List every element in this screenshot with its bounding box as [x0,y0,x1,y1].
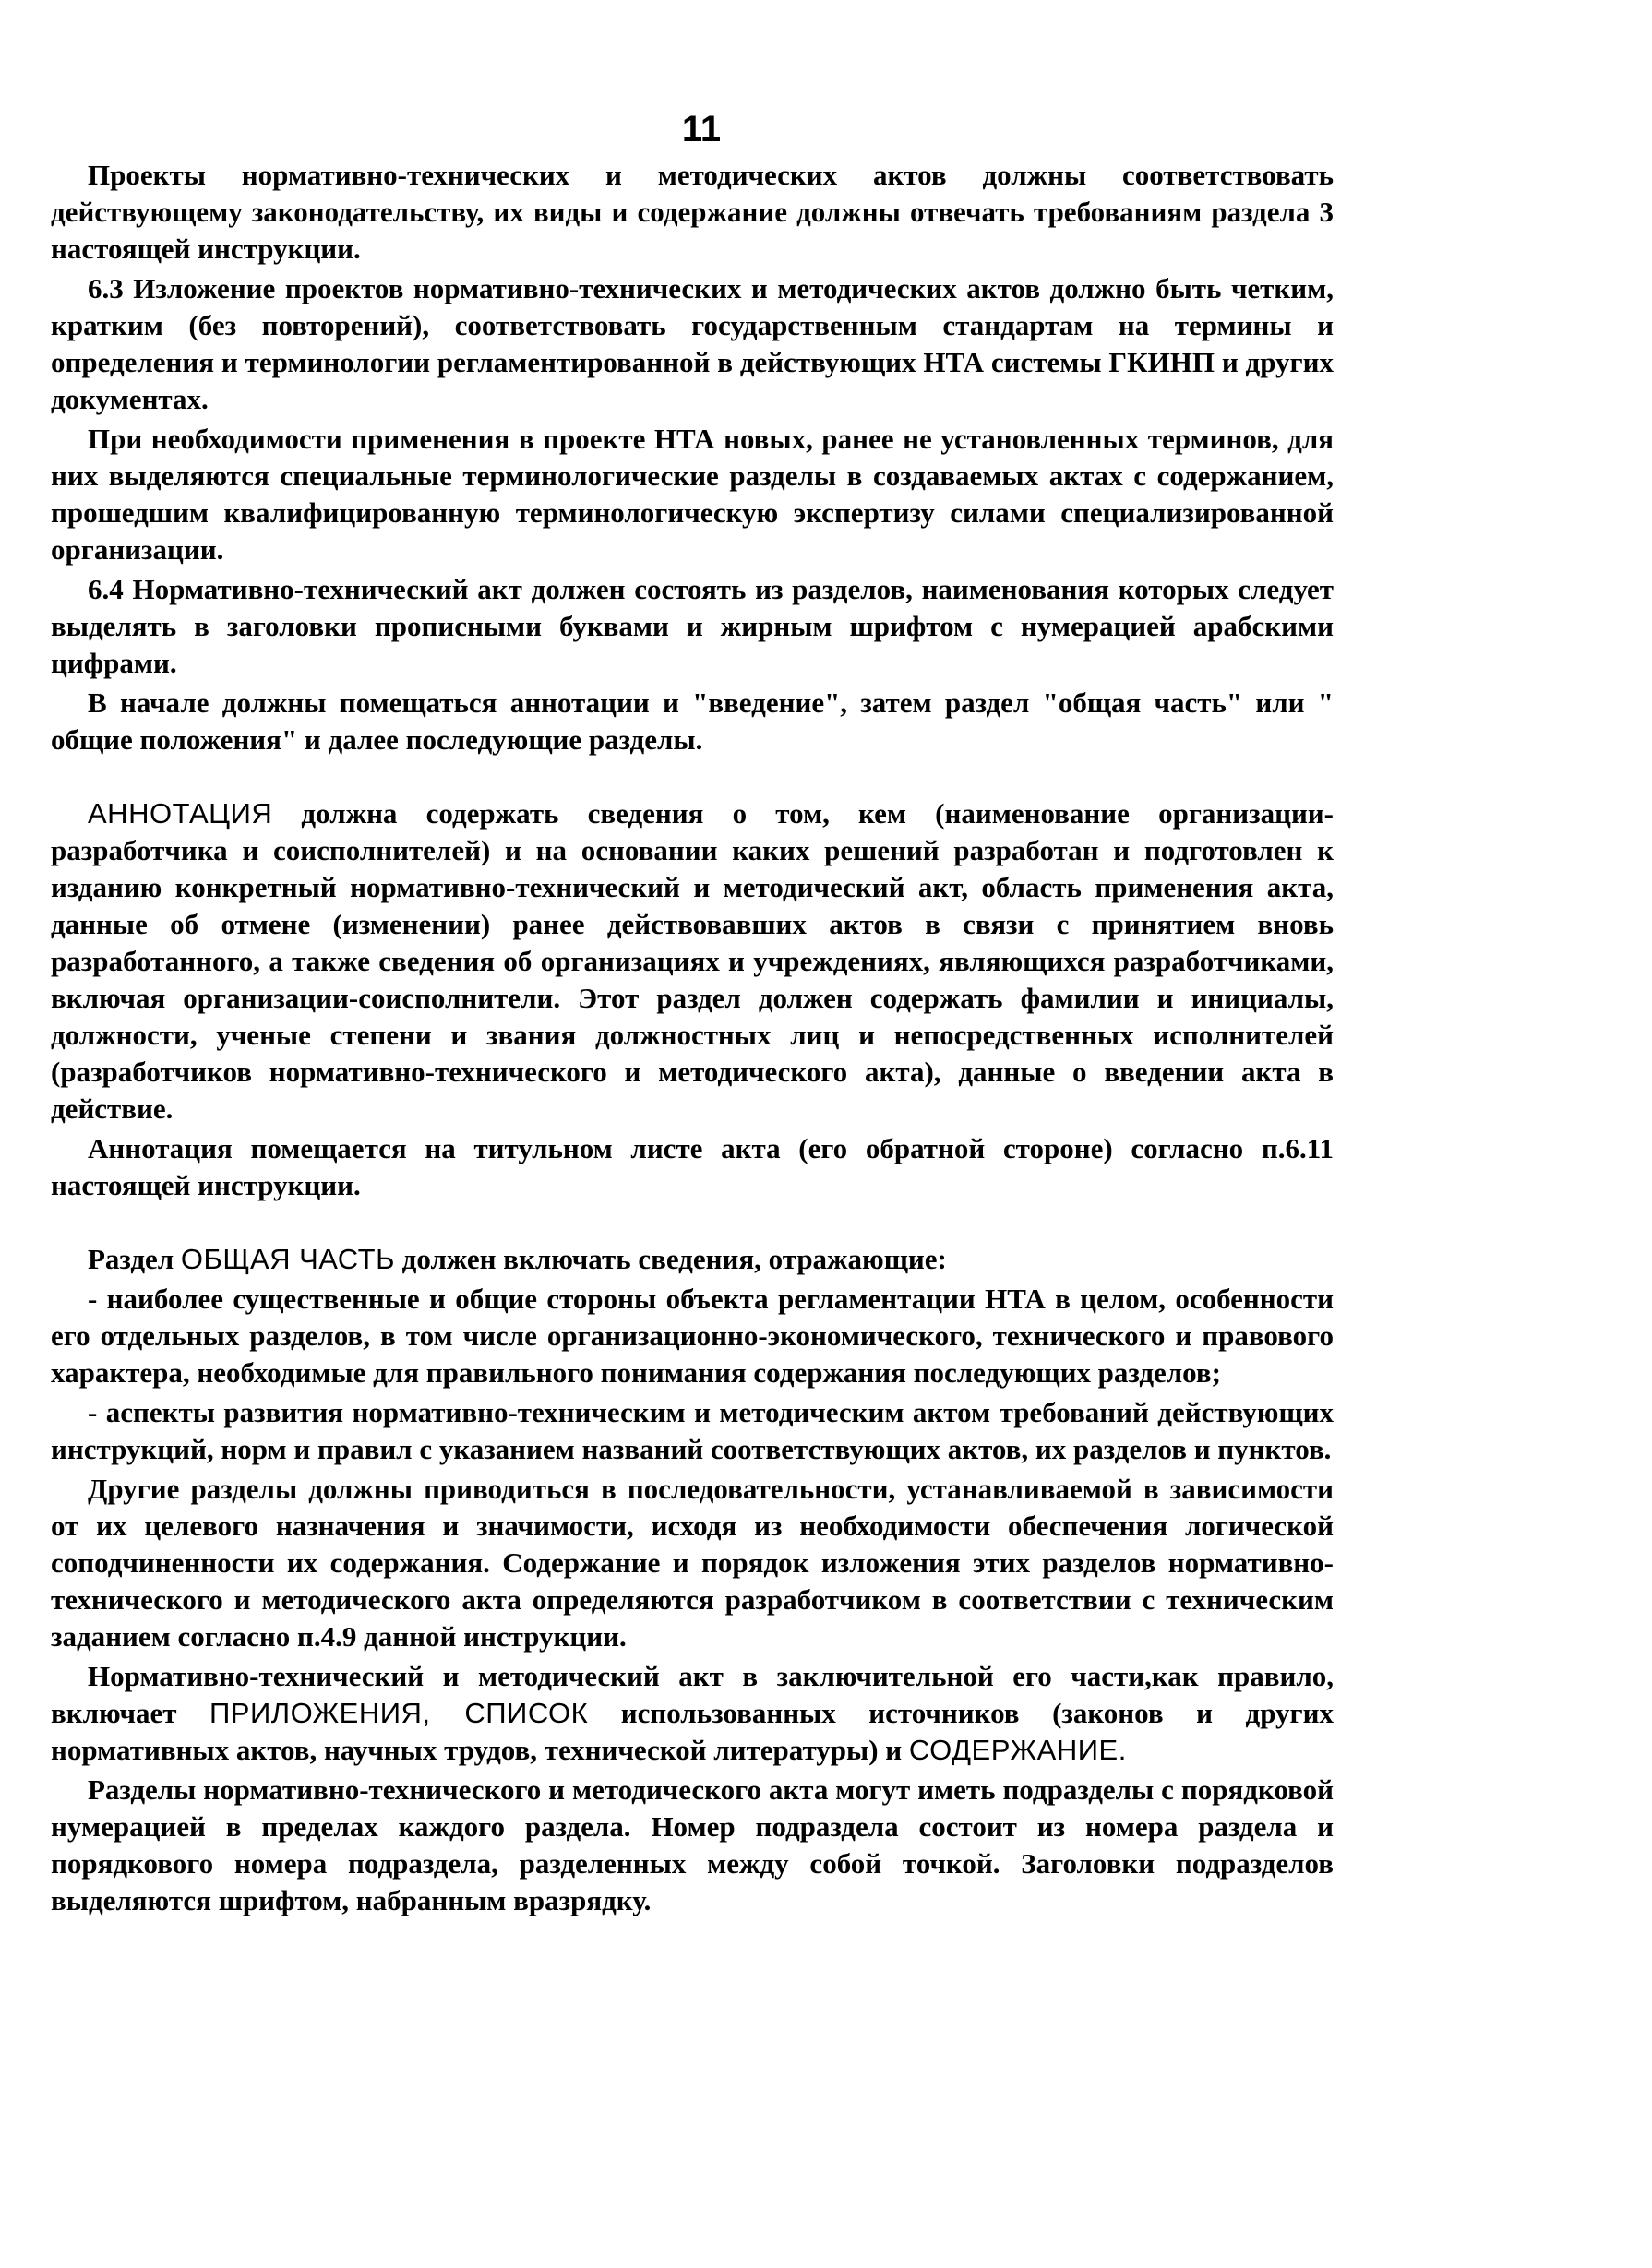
annotation-text: должна содержать сведения о том, кем (наименование организации-разработчика и соисполнителей) и на основании каких решений разработан и подготовлен к изданию конкретный нормативно-технический и методический акт, область применения акта, данные об отмене (изменении) ранее действовавших актов в связи с принятием вновь разработанного, а также сведения об организациях и учреждениях, являющихся разработчиками, включая организации-соисполнители. Этот раздел должен содержать фамилии и инициалы, должности, ученые степени и звания должностных лиц и непосредственных исполнителей (разработчиков нормативно-технического и методического акта), данные о введении акта в действие. [51,797,1334,1125]
paragraph-other-sections: Другие разделы должны приводиться в последовательности, устанавливаемой в зависимости от их целевого назначения и значимости, исходя из необходимости обеспечения логической соподчиненности их содержания. Содержание и порядок изложения этих разделов нормативно-технического и методического акта определяются разработчиком в соответствии с техническим заданием согласно п.4.9 данной инструкции. [51,1473,1334,1653]
page-number: 11 [681,109,722,149]
list-item-general-1: - наиболее существенные и общие стороны объекта регламентации НТА в целом, особенности его отдельных разделов, в том числе организационно-экономического, технического и правового характера, необходимые для правильного понимания содержания последующих разделов; [51,1283,1334,1389]
list-item-general-2: - аспекты развития нормативно-техническим и методическим актом требований действующих инструкций, норм и правил с указанием названий соответствующих актов, их разделов и пунктов. [51,1396,1334,1465]
paragraph-final-part [51,1658,1334,1769]
final-text-a: Нормативно-технический и методический акт в заключительной его части,как правило, включает [51,1660,1334,1729]
final-text-b: использованных источников (законов и других нормативных актов, научных трудов, технической литературы) и [51,1697,1334,1766]
final-caps-contents: СОДЕРЖАНИЕ. [908,1734,1127,1766]
document-page [51,111,1334,1922]
paragraph-annotation [51,795,1334,1128]
paragraph-new-terms: При необходимости применения в проекте НТА новых, ранее не установленных терминов, для них выделяются специальные терминологические разделы в создаваемых актах с содержанием, прошедшим квалифицированную терминологическую экспертизу силами специализированной организации. [51,423,1334,566]
annotation-heading: АННОТАЦИЯ [88,797,273,830]
paragraph-general-intro [51,1241,1334,1278]
paragraph-6-3: 6.3 Изложение проектов нормативно-технических и методических актов должно быть четким, кратким (без повторений), соответствовать государственным стандартам на термины и определения и терминологии регламентированной в действующих НТА системы ГКИНП и других документах. [51,272,1334,415]
paragraph-subsections: Разделы нормативно-технического и методического акта могут иметь подразделы с порядковой нумерацией в пределах каждого раздела. Номер подраздела состоит из номера раздела и порядкового номера подраздела, разделенных между собой точкой. Заголовки подразделов выделяются шрифтом, набранным вразрядку. [51,1773,1334,1916]
general-intro-suffix: должен включать сведения, отражающие: [394,1243,947,1275]
final-caps-appendices: ПРИЛОЖЕНИЯ, СПИСОК [209,1697,589,1729]
paragraph-6-4: 6.4 Нормативно-технический акт должен состоять из разделов, наименования которых следует выделять в заголовки прописными буквами и жирным шрифтом с нумерацией арабскими цифрами. [51,573,1334,679]
paragraph-projects: Проекты нормативно-технических и методических актов должны соответствовать действующему законодательству, их виды и содержание должны отвечать требованиям раздела 3 настоящей инструкции. [51,159,1334,265]
general-heading: ОБЩАЯ ЧАСТЬ [180,1243,395,1275]
paragraph-section-order: В начале должны помещаться аннотации и "введение", затем раздел "общая часть" или " общие положения" и далее последующие разделы. [51,686,1334,756]
paragraph-annotation-placement: Аннотация помещается на титульном листе акта (его обратной стороне) согласно п.6.11 настоящей инструкции. [51,1132,1334,1201]
general-intro-prefix: Раздел [88,1243,181,1275]
